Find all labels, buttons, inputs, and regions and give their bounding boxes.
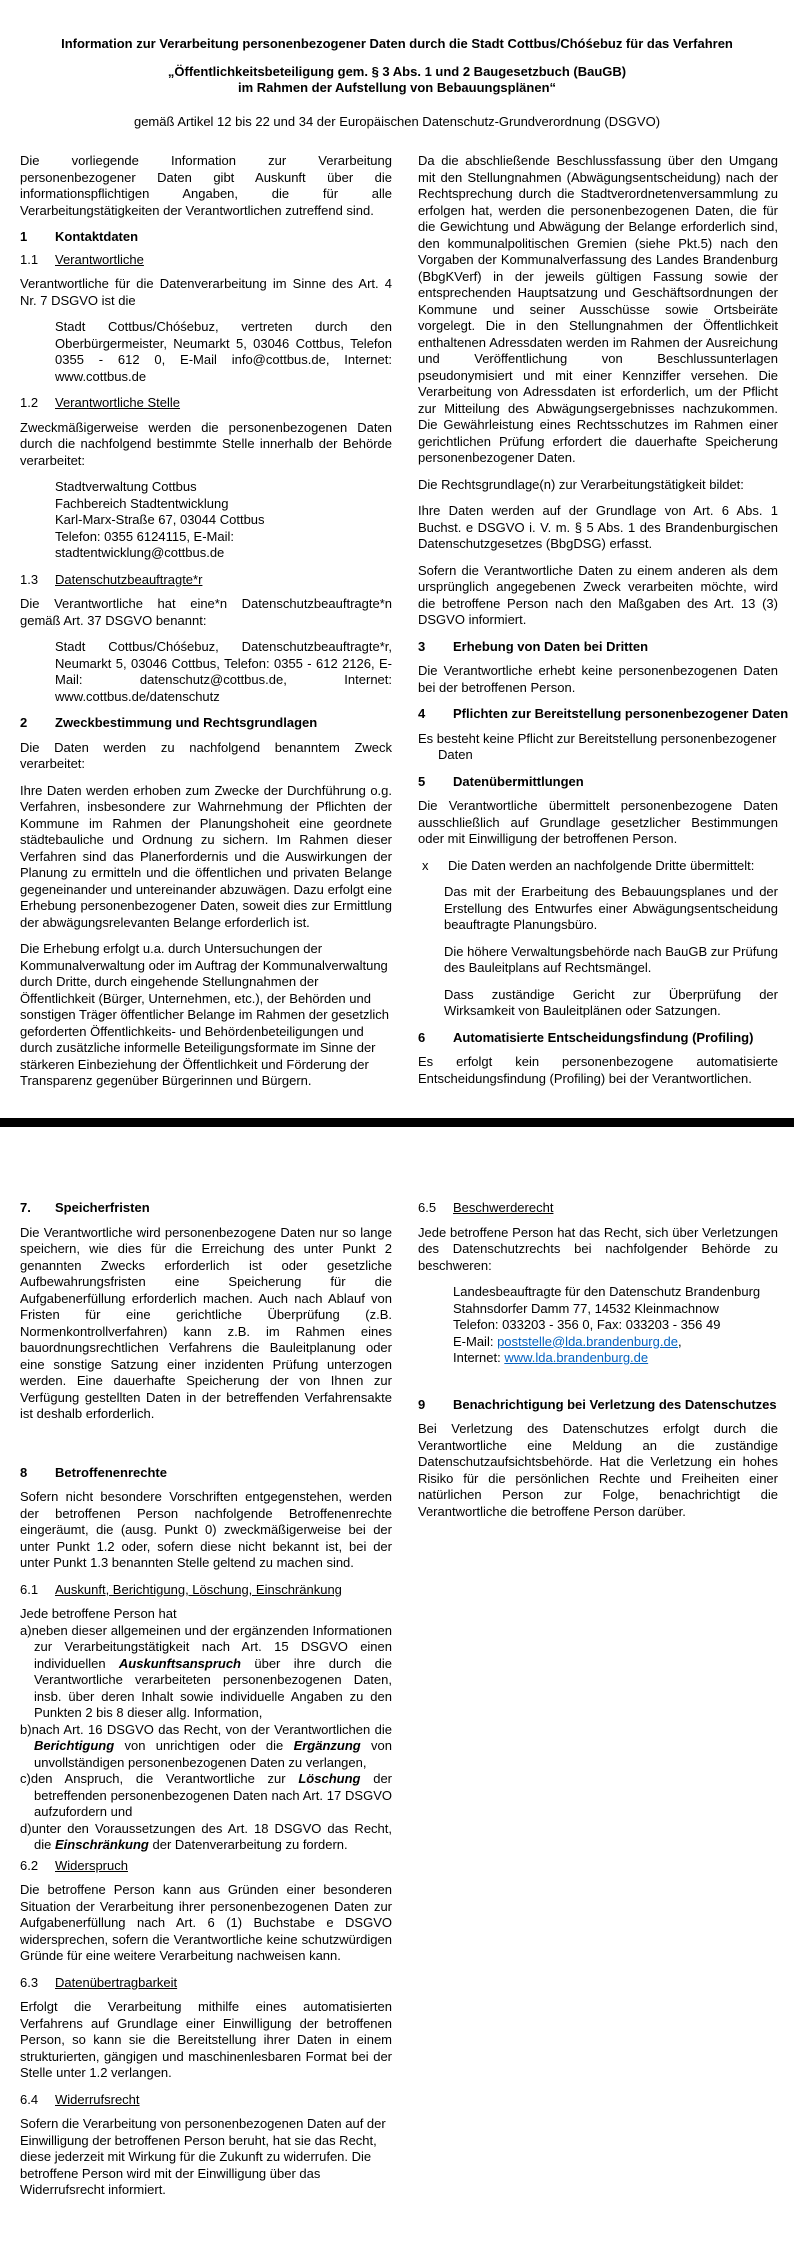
heading-6-5-beschwerderecht: 6.5 Beschwerderecht bbox=[418, 1200, 554, 1215]
authority-street: Stahnsdorfer Damm 77, 14532 Kleinmachnow bbox=[453, 1300, 719, 1316]
heading-1-kontaktdaten: 1 Kontaktdaten bbox=[20, 229, 139, 244]
paragraph-beschwerderecht: Jede betroffene Person hat das Recht, sich über Verletzungen des Datenschutzrechts bei nachfolgender Behörde zu beschweren: bbox=[418, 1224, 778, 1273]
address-dsb: Stadt Cottbus/Chóśebuz, Datenschutzbeauftragte*r, Neumarkt 5, 03046 Cottbus, Telefon: 0355 - 612 2126, E-Mail: datenschutz@cottbus.de, Internet: www.cottbus.de/datenschutz bbox=[55, 639, 392, 704]
authority-phone: Telefon: 033203 - 356 0, Fax: 033203 - 356 49 bbox=[453, 1317, 721, 1332]
title-line-1: Information zur Verarbeitung personenbezogener Daten durch die Stadt Cottbus/Chóśebuz für das Verfahren bbox=[61, 36, 733, 51]
paragraph-benachrichtigung: Bei Verletzung des Datenschutzes erfolgt durch die Verantwortliche eine Meldung an die zuständige Datenschutzaufsichtsbehörde. Hat die Verletzung ein hohes Risiko für die persönlichen Rechte und Freiheiten einer natürlichen Person zur Folge, benachrichtigt die Verantwortliche die betroffene Person darüber. bbox=[418, 1421, 778, 1519]
list-item-b: b)nach Art. 16 DSGVO das Recht, von der Verantwortlichen die Berichtigung von unrichtigen oder die Ergänzung von unvollständigen personenbezogenen Daten zu verlangen, bbox=[20, 1721, 393, 1770]
paragraph-betroffenenrechte: Sofern nicht besondere Vorschriften entgegenstehen, werden der betroffenen Person nachfolgende Betroffenenrechte eingeräumt, die (ausg. Punkt 0) zweckmäßigerweise bei der unter Punkt 1.2 oder, sofern diese nicht bekannt ist, bei der unter Punkt 1.3 benannten Stelle geltend zu machen sind. bbox=[20, 1489, 392, 1570]
paragraph-profiling: Es erfolgt kein personenbezogene automatisierte Entscheidungsfindung (Profiling) bei der Verantwortlichen. bbox=[418, 1054, 778, 1086]
heading-6-4-widerrufsrecht: 6.4 Widerrufsrecht bbox=[20, 2091, 140, 2107]
page2-left-column bbox=[20, 1196, 392, 2209]
list-item-a: a)neben dieser allgemeinen und der ergänzenden Informationen zur Verarbeitungstätigkeit nach Art. 15 DSGVO einen individuellen Auskunftsanspruch über ihre durch die Verantwortliche verarbeiteten personenbezogenen Daten, insb. über deren Inhalt sowie individuelle Angaben zu den Punkten 2 bis 8 dieser allg. Information, bbox=[20, 1622, 392, 1720]
title-line-3: im Rahmen der Aufstellung von Bebauungsplänen“ bbox=[237, 80, 557, 95]
paragraph-stelle: Zweckmäßigerweise werden die personenbezogenen Daten durch die nachfolgend bestimmte Stelle innerhalb der Behörde verarbeitet: bbox=[20, 419, 392, 468]
paragraph-zweck-intro: Die Daten werden zu nachfolgend benanntem Zweck verarbeitet: bbox=[20, 739, 392, 771]
list-item-d: d)unter den Voraussetzungen des Art. 18 DSGVO das Recht, die Einschränkung der Datenverarbeitung zu fordern. bbox=[20, 1820, 392, 1852]
heading-4-pflichten: 4 Pflichten zur Bereitstellung personenbezogener Daten bbox=[418, 706, 789, 721]
paragraph-responsible: Verantwortliche für die Datenverarbeitung im Sinne des Art. 4 Nr. 7 DSGVO ist die bbox=[20, 276, 392, 308]
paragraph-uebermittlung: Die Verantwortliche übermittelt personenbezogene Daten ausschließlich auf Grundlage gesetzlicher Bestimmungen oder mit Einwilligung der betroffenen Person. bbox=[418, 798, 778, 846]
internet-link[interactable]: www.lda.brandenburg.de bbox=[504, 1350, 649, 1365]
page2 bbox=[20, 1196, 778, 2209]
heading-8-betroffenenrechte: 8 Betroffenenrechte bbox=[20, 1464, 167, 1480]
page2-right-column bbox=[418, 1196, 778, 2209]
paragraph-speicherfristen: Die Verantwortliche wird personenbezogene Daten nur so lange speichern, wie dies für die Erreichung des unter Punkt 2 genannten Zwecks erforderlich ist oder gesetzliche Aufbewahrungsfristen eine Speicherung für die Aufgabenerfüllung erforderlich machen. Auch nach Ablauf von Fristen für eine gerichtliche Überprüfung (z.B. Normenkontrollverfahren) kann z.B. im Rahmen eines bauordnungsrechtlichen Verfahrens die Bauleitplanung oder eine sonstige Satzung einer inzidenten Prüfung unterzogen werden. Eine dauerhafte Speicherung der von Ihnen zur Verfügung gestellten Daten in der betreffenden Verfahrensakte ist deshalb erforderlich. bbox=[20, 1224, 392, 1421]
authority-name: Landesbeauftragte für den Datenschutz Brandenburg bbox=[453, 1284, 761, 1299]
address-city: Stadt Cottbus/Chóśebuz, vertreten durch den Oberbürgermeister, Neumarkt 5, 03046 Cottbus, Telefon 0355 - 612 0, E-Mail info@cottbus.de, Internet: www.cottbus.de bbox=[55, 319, 392, 384]
paragraph-rechtsgrundlage-intro: Die Rechtsgrundlage(n) zur Verarbeitungstätigkeit bildet: bbox=[418, 476, 744, 492]
heading-1-3-datenschutzbeauftragte: 1.3 Datenschutzbeauftragte*r bbox=[20, 571, 203, 587]
heading-2-zweckbestimmung: 2 Zweckbestimmung und Rechtsgrundlagen bbox=[20, 715, 318, 730]
paragraph-zweck-1: Ihre Daten werden erhoben zum Zwecke der Durchführung o.g. Verfahren, insbesondere zur Wahrnehmung der Pflichten der Kommune im Rahmen der Planungshoheit eine geordnete städtebauliche und Ordnung zu sichern. Im Rahmen dieser Verfahren sind das Planerfordernis und die Auswirkungen der Planung zu ermitteln und die öffentlichen und privaten Belange gegeneinander und untereinander abzuwägen. Dazu erfolgt eine Erhebung personenbezogener Daten, soweit dies zur Ermittlung der abwägungsrelevanten Belange erforderlich ist. bbox=[20, 782, 392, 930]
list-item-c: c)den Anspruch, die Verantwortliche zur Löschung der betreffenden personenbezogenen Daten nach Art. 17 DSGVO aufzufordern und bbox=[20, 1771, 392, 1819]
paragraph-zweck-2: Die Erhebung erfolgt u.a. durch Untersuchungen der Kommunalverwaltung oder im Auftrag der Kommunalverwaltung durch Dritte, durch eingehende Stellungnahmen der Öffentlichkeit (Bürger, Unternehmen, etc.), der Behörden und sonstigen Träger öffentlicher Belange im Rahmen der gesetzlich geforderten Öffentlichkeits- und Behördenbeteiligungen und durch zusätzliche informelle Beteiligungsformate im Sinne der stärkeren Einbeziehung der Öffentlichkeit und Förderung der Transparenz gegenüber Bürgerinnen und Bürgern. bbox=[20, 941, 390, 1088]
paragraph-rechtsgrundlage: Ihre Daten werden auf der Grundlage von Art. 6 Abs. 1 Buchst. e DSGVO i. V. m. § 5 Abs. 1 des Brandenburgischen Datenschutzgesetzes (BbgDSG) erfasst. bbox=[418, 503, 778, 551]
address-stelle: Stadtverwaltung Cottbus Fachbereich Stadtentwicklung Karl-Marx-Straße 67, 03044 Cottbus Telefon: 0355 6124115, E-Mail: stadtentwicklung@cottbus.de bbox=[55, 479, 265, 560]
third-party-1: Das mit der Erarbeitung des Bebauungsplanes und der Erstellung des Entwurfes einer Abwägungsentscheidung beauftragte Planungsbüro. bbox=[444, 884, 778, 932]
heading-1-2-verantwortliche-stelle: 1.2 Verantwortliche Stelle bbox=[20, 395, 181, 410]
heading-6-profiling: 6 Automatisierte Entscheidungsfindung (Profiling) bbox=[418, 1029, 754, 1045]
authority-internet-line: Internet: www.lda.brandenburg.de bbox=[453, 1350, 649, 1365]
paragraph-zweckaenderung: Sofern die Verantwortliche Daten zu einem anderen als dem ursprünglich angegebenen Zweck verarbeiten möchte, wird die betroffene Person nach den Maßgaben des Art. 13 (3) DSGVO informiert. bbox=[418, 562, 778, 627]
heading-7-speicherfristen: 7. Speicherfristen bbox=[20, 1200, 150, 1215]
intro-paragraph: Die vorliegende Information zur Verarbeitung personenbezogener Daten gibt Auskunft über die informationspflichtigen Angaben, die für alle Verarbeitungstätigkeiten der Verantwortlichen zutreffend sind. bbox=[20, 153, 392, 218]
third-party-2: Die höhere Verwaltungsbehörde nach BauGB zur Prüfung des Bauleitplans auf Rechtsmängel. bbox=[444, 943, 778, 975]
heading-3-erhebung: 3 Erhebung von Daten bei Dritten bbox=[418, 638, 649, 654]
paragraph-abwaegung: Da die abschließende Beschlussfassung über den Umgang mit den Stellungnahmen (Abwägungsentscheidung) nach der Rechtsprechung durch die Stadtverordnetenversammlung zu erfolgen hat, werden die personenbezogenen Daten, die für die Gewichtung und Abwägung der Belange erforderlich sind, den kommunalpolitischen Gremien (siehe Pkt.5) nach den Vorgaben der Kommunalverfassung des Landes Brandenburg (BbgKVerf) in der jeweils gültigen Fassung sowie der entsprechenden Hauptsatzung und Geschäftsordnungen der Kommune und seiner Ausschüsse sowie Ortsbeiräte vorgelegt. Die in den Stellungnahmen der Öffentlichkeit enthaltenen Adressdaten werden im Rahmen der Ausreichung und Veröffentlichung von Beschlussunterlagen pseudonymisiert und mit einer Kennziffer versehen. Die Verarbeitung von Adressdaten ist erforderlich, um der Pflicht zur Mitteilung des Abwägungsergebnisses nachzukommen. Die Gewährleistung eines Rechtsschutzes im Rahmen einer gerichtlichen Prüfung erfordert die dauerhafte Speicherung personenbezogener Daten. bbox=[418, 153, 778, 465]
document-subtitle: gemäß Artikel 12 bis 22 und 34 der Europäischen Datenschutz-Grundverordnung (DSGVO) bbox=[133, 114, 661, 129]
heading-9-benachrichtigung: 9 Benachrichtigung bei Verletzung des Datenschutzes bbox=[418, 1396, 777, 1412]
heading-5-datenuebermittlungen: 5 Datenübermittlungen bbox=[418, 773, 584, 789]
page1-left-column bbox=[20, 153, 392, 1100]
paragraph-pflicht: Es besteht keine Pflicht zur Bereitstellung personenbezogener Daten bbox=[418, 730, 777, 762]
checked-item-dritte: x Die Daten werden an nachfolgende Dritte übermittelt: bbox=[418, 858, 778, 875]
complaint-authority-block bbox=[453, 1284, 778, 1367]
paragraph-widerrufsrecht: Sofern die Verarbeitung von personenbezogenen Daten auf der Einwilligung der betroffenen Person beruht, hat sie das Recht, diese jederzeit mit Wirkung für die Zukunft zu widerrufen. Die betroffene Person wird mit der Einwilligung über das Widerrufsrecht informiert. bbox=[20, 2116, 386, 2197]
third-party-3: Dass zuständige Gericht zur Überprüfung der Wirksamkeit von Bauleitplänen oder Satzungen. bbox=[444, 986, 778, 1018]
document-title bbox=[0, 36, 794, 97]
page1 bbox=[20, 153, 789, 1100]
heading-6-3-datenuebertragbarkeit: 6.3 Datenübertragbarkeit bbox=[20, 1974, 178, 1990]
paragraph-erhebung: Die Verantwortliche erhebt keine personenbezogenen Daten bei der betroffenen Person. bbox=[418, 663, 778, 695]
title-line-2: „Öffentlichkeitsbeteiligung gem. § 3 Abs. 1 und 2 Baugesetzbuch (BauGB) bbox=[167, 63, 627, 79]
page1-right-column bbox=[418, 153, 789, 1100]
paragraph-dsb: Die Verantwortliche hat eine*n Datenschutzbeauftragte*n gemäß Art. 37 DSGVO benannt: bbox=[20, 596, 392, 628]
page-divider bbox=[0, 1118, 794, 1127]
heading-1-1-verantwortliche: 1.1 Verantwortliche bbox=[20, 251, 144, 267]
email-link[interactable]: poststelle@lda.brandenburg.de bbox=[497, 1333, 678, 1349]
paragraph-widerspruch: Die betroffene Person kann aus Gründen einer besonderen Situation der Verarbeitung ihrer personenbezogenen Daten zur Aufgabenerfüllung nach Art. 6 (1) Buchstabe e DSGVO widersprechen, sofern die Verantwortliche keine schutzwürdigen Gründe für eine weitere Verarbeitung nachweisen kann. bbox=[20, 1882, 392, 1963]
paragraph-datenuebertragbarkeit: Erfolgt die Verarbeitung mithilfe eines automatisierten Verfahrens auf Grundlage einer Einwilligung der betroffenen Person, so kann sie die Bereitstellung ihrer Daten in einem strukturierten, gängigen und maschinenlesbaren Format bei der Stelle unter 1.2 verlangen. bbox=[20, 1999, 392, 2080]
heading-6-2-widerspruch: 6.2 Widerspruch bbox=[20, 1857, 128, 1873]
authority-email-line: E-Mail: poststelle@lda.brandenburg.de, bbox=[453, 1333, 682, 1349]
rights-list-intro: Jede betroffene Person hat bbox=[20, 1606, 177, 1621]
heading-6-1-auskunft: 6.1 Auskunft, Berichtigung, Löschung, Einschränkung bbox=[20, 1581, 342, 1597]
x-mark: x bbox=[422, 857, 429, 873]
